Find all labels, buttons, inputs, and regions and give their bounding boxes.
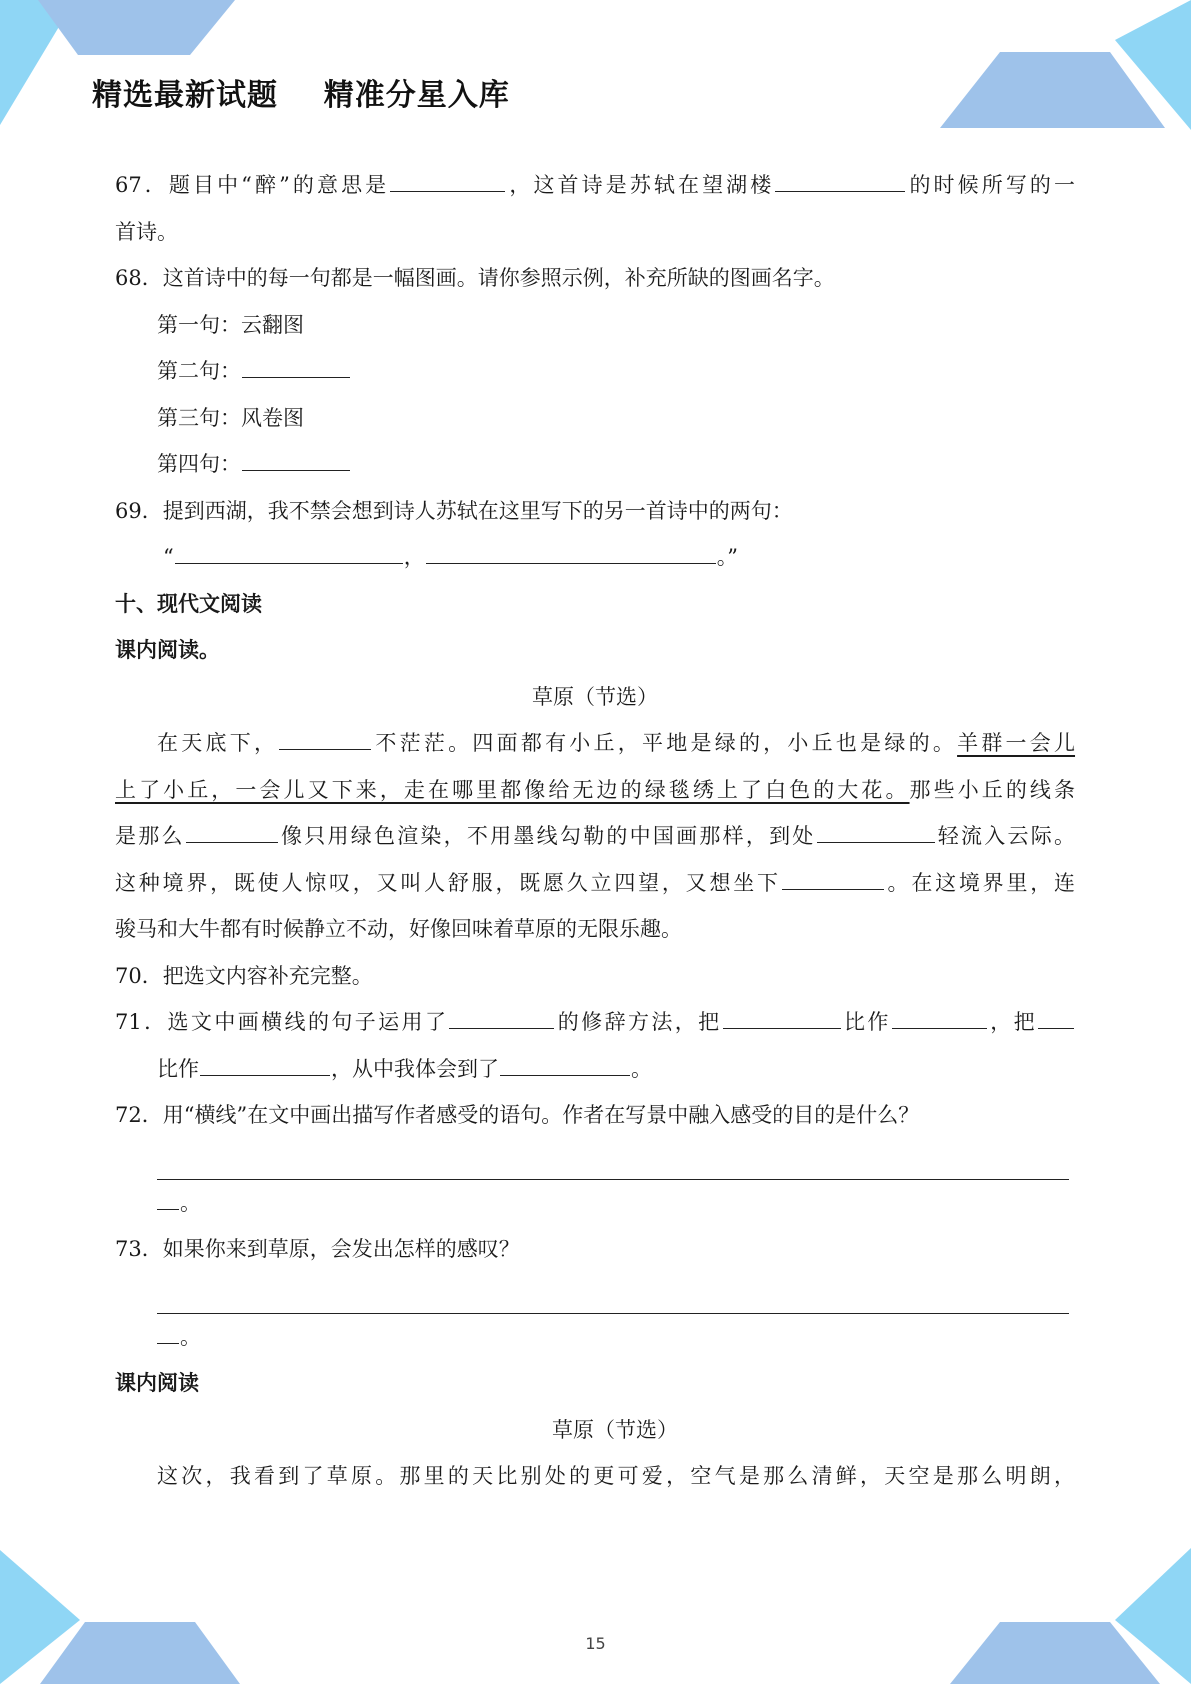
question-68-line3: 第三句：风卷图 — [157, 405, 304, 430]
subsection-heading: 课内阅读。 — [115, 638, 220, 662]
question-69-prompt: 69．提到西湖，我不禁会想到诗人苏轼在这里写下的另一首诗中的两句： — [115, 498, 793, 523]
answer-blank[interactable] — [1038, 1006, 1074, 1029]
answer-blank[interactable] — [449, 1006, 554, 1029]
question-71-line1: 71．选文中画横线的句子运用了 的修辞方法，把 比作 ，把 — [115, 999, 1075, 1046]
underlined-sentence: 羊群一会儿 — [957, 731, 1076, 755]
top-right-blue-trapezoid — [940, 52, 1165, 128]
answer-blank[interactable] — [200, 1053, 330, 1076]
question-73: 73．如果你来到草原，会发出怎样的感叹？ — [115, 1237, 520, 1261]
passage-line: 这次，我看到了草原。那里的天比别处的更可爱，空气是那么清鲜，天空是那么明朗， — [157, 1464, 1075, 1488]
question-68-line4: 第四句： — [115, 441, 1075, 488]
answer-blank[interactable] — [242, 448, 350, 471]
answer-line-end: 。 — [115, 1180, 1075, 1227]
question-68-line2: 第二句： — [115, 348, 1075, 395]
question-69-answer-line: “ ， 。” — [115, 534, 1075, 581]
answer-blank[interactable] — [242, 355, 350, 378]
answer-line[interactable] — [157, 1139, 1069, 1180]
underlined-sentence: 上了小丘，一会儿又下来，走在哪里都像给无边的绿毯绣上了白色的大花。 — [115, 777, 910, 802]
answer-blank[interactable] — [775, 169, 905, 192]
subsection-heading: 课内阅读 — [115, 1371, 199, 1395]
question-68-line1: 第一句：云翻图 — [157, 312, 304, 337]
header-title: 精选最新试题 精准分星入库 — [92, 78, 510, 113]
question-70: 70．把选文内容补充完整。 — [115, 963, 373, 988]
question-67-line1: 67．题目中“醉”的意思是 ，这首诗是苏轼在望湖楼 的时候所写的一 — [115, 162, 1075, 209]
top-left-blue-trapezoid — [38, 0, 235, 55]
question-71-line2: 比作 ，从中我体会到了 。 — [115, 1046, 1075, 1093]
passage-line: 是那么 像只用绿色渲染，不用墨线勾勒的中国画那样，到处 轻流入云际。 — [115, 813, 1075, 860]
section-heading: 十、现代文阅读 — [115, 591, 262, 616]
answer-blank[interactable] — [175, 541, 403, 564]
passage-line: 在天底下， 不茫茫。四面都有小丘，平地是绿的，小丘也是绿的。羊群一会儿 — [115, 720, 1075, 767]
passage-title: 草原（节选） — [532, 684, 658, 709]
question-72: 72．用“横线”在文中画出描写作者感受的语句。作者在写景中融入感受的目的是什么？ — [115, 1103, 920, 1127]
question-68-prompt: 68．这首诗中的每一句都是一幅图画。请你参照示例，补充所缺的图画名字。 — [115, 266, 835, 290]
passage-line: 这种境界，既使人惊叹，又叫人舒服，既愿久立四望，又想坐下 。在这境界里，连 — [115, 860, 1075, 907]
passage-line: 骏马和大牛都有时候静立不动，好像回味着草原的无限乐趣。 — [115, 917, 682, 941]
answer-blank[interactable] — [279, 727, 371, 750]
answer-blank[interactable] — [782, 867, 884, 890]
answer-line-end: 。 — [115, 1314, 1075, 1361]
page-number: 15 — [585, 1634, 606, 1653]
passage-title: 草原（节选） — [552, 1417, 678, 1442]
answer-blank[interactable] — [426, 541, 716, 564]
page-content — [115, 162, 1075, 1500]
answer-blank[interactable] — [157, 1187, 179, 1210]
passage-line: 上了小丘，一会儿又下来，走在哪里都像给无边的绿毯绣上了白色的大花。那些小丘的线条 — [115, 777, 1076, 802]
answer-line[interactable] — [157, 1273, 1069, 1314]
answer-blank[interactable] — [892, 1006, 987, 1029]
question-67-line2: 首诗。 — [115, 219, 178, 244]
answer-blank[interactable] — [817, 820, 935, 843]
answer-blank[interactable] — [157, 1321, 179, 1344]
answer-blank[interactable] — [500, 1053, 630, 1076]
answer-blank[interactable] — [390, 169, 505, 192]
answer-blank[interactable] — [186, 820, 278, 843]
answer-blank[interactable] — [723, 1006, 841, 1029]
bottom-left-blue-trapezoid — [40, 1622, 240, 1684]
